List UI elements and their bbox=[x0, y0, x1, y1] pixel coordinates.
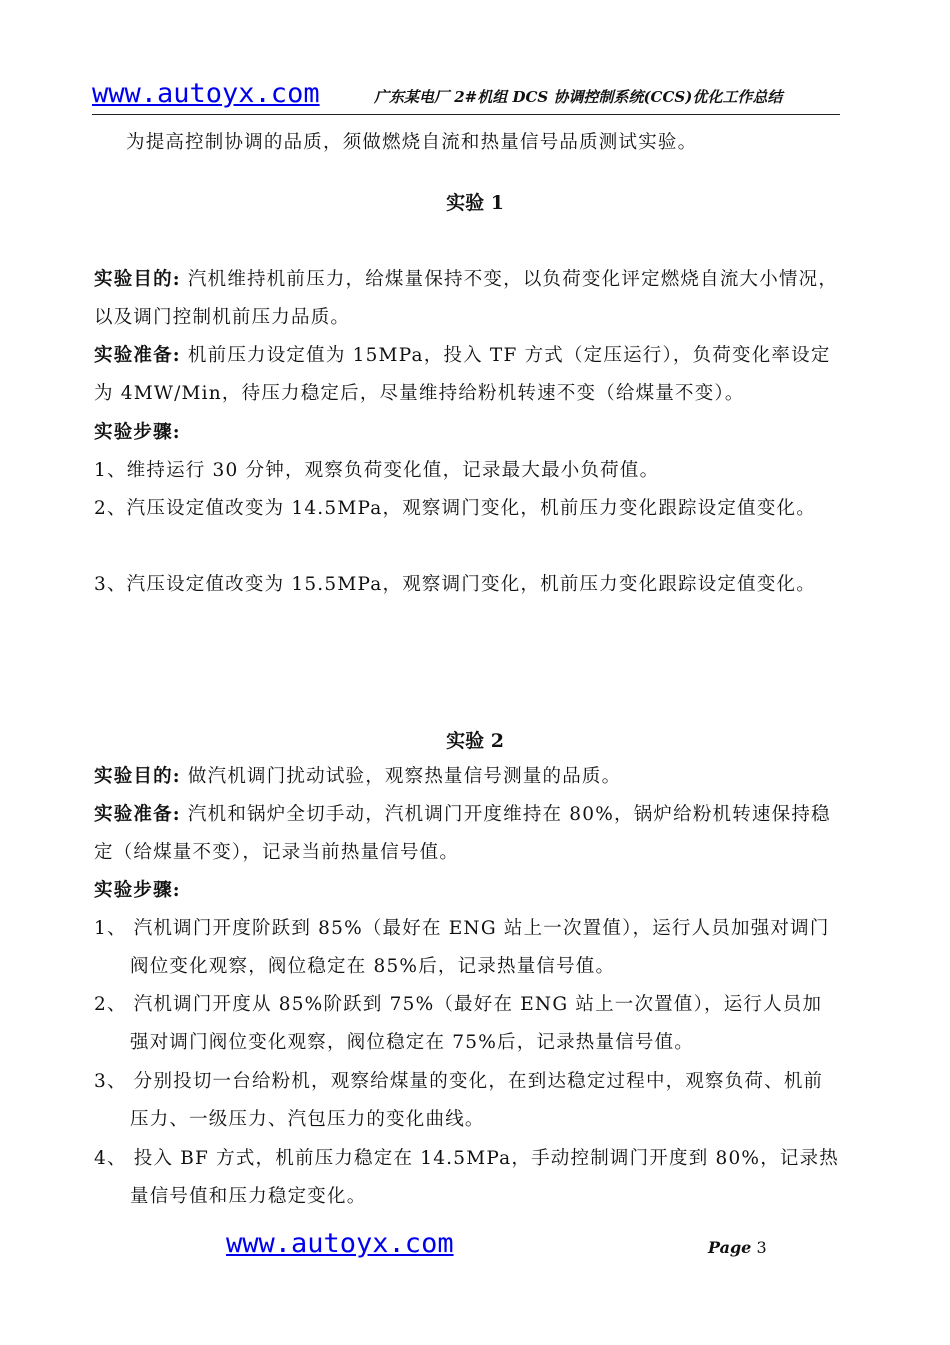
page-number: 3 bbox=[756, 1238, 767, 1257]
header-title: 广东某电厂 2#机组 DCS 协调控制系统(CCS)优化工作总结 bbox=[374, 88, 783, 106]
exp1-purpose-text: 汽机维持机前压力，给煤量保持不变，以负荷变化评定燃烧自流大小情况，以及调门控制机前压力品质。 bbox=[94, 269, 839, 328]
exp1-step-1: 1、维持运行 30 分钟，观察负荷变化值，记录最大最小负荷值。 bbox=[94, 460, 660, 481]
exp1-prep-text: 机前压力设定值为 15MPa，投入 TF 方式（定压运行），负荷变化率设定为 4MW/Min，待压力稳定后，尽量维持给粉机转速不变（给煤量不变）。 bbox=[94, 345, 831, 404]
page-header bbox=[92, 78, 840, 115]
exp2-title: 实验 2 bbox=[446, 730, 504, 752]
exp2-prep bbox=[94, 796, 840, 872]
exp1-step-3: 3、汽压设定值改变为 15.5MPa，观察调门变化，机前压力变化跟踪设定值变化。 bbox=[94, 574, 816, 595]
exp2-purpose-label: 实验目的: bbox=[94, 766, 181, 787]
exp2-prep-label: 实验准备: bbox=[94, 804, 181, 825]
exp2-steps-label: 实验步骤: bbox=[94, 880, 181, 901]
intro-paragraph: 为提高控制协调的品质，须做燃烧自流和热量信号品质测试实验。 bbox=[126, 132, 698, 153]
exp2-step-4: 4、 投入 BF 方式，机前压力稳定在 14.5MPa，手动控制调门开度到 80%，记录热量信号值和压力稳定变化。 bbox=[94, 1148, 840, 1207]
exp1-title: 实验 1 bbox=[446, 192, 504, 214]
exp1-prep-label: 实验准备: bbox=[94, 345, 181, 366]
exp1-step-2: 2、汽压设定值改变为 14.5MPa，观察调门变化，机前压力变化跟踪设定值变化。 bbox=[94, 498, 816, 519]
page-word: Page bbox=[708, 1238, 752, 1257]
exp2-step-2: 2、 汽机调门开度从 85%阶跃到 75%（最好在 ENG 站上一次置值），运行人员加强对调门阀位变化观察，阀位稳定在 75%后，记录热量信号值。 bbox=[94, 994, 823, 1053]
exp1-steps-label: 实验步骤: bbox=[94, 422, 181, 443]
exp2-purpose bbox=[94, 758, 840, 796]
exp2-step-1: 1、 汽机调门开度阶跃到 85%（最好在 ENG 站上一次置值），运行人员加强对调门阀位变化观察，阀位稳定在 85%后，记录热量信号值。 bbox=[94, 918, 830, 977]
exp2-purpose-text: 做汽机调门扰动试验，观察热量信号测量的品质。 bbox=[180, 766, 622, 787]
exp1-purpose bbox=[94, 261, 840, 337]
exp2-step-3: 3、 分别投切一台给粉机，观察给煤量的变化，在到达稳定过程中，观察负荷、机前压力、一级压力、汽包压力的变化曲线。 bbox=[94, 1071, 824, 1130]
exp2-prep-text: 汽机和锅炉全切手动，汽机调门开度维持在 80%，锅炉给粉机转速保持稳定（给煤量不变），记录当前热量信号值。 bbox=[94, 804, 831, 863]
header-site-link[interactable]: www.autoyx.com bbox=[92, 78, 320, 109]
footer-site-link[interactable]: www.autoyx.com bbox=[226, 1228, 454, 1259]
exp1-prep bbox=[94, 337, 840, 413]
page-number-label bbox=[708, 1238, 767, 1257]
exp1-purpose-label: 实验目的: bbox=[94, 269, 181, 290]
